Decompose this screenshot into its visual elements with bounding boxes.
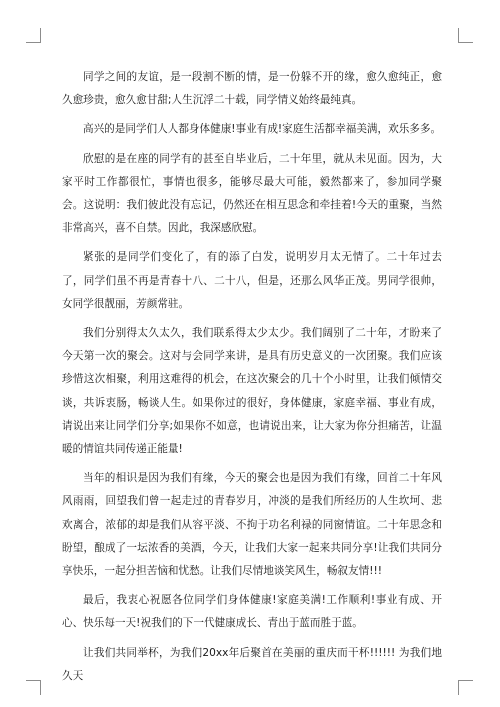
paragraph-fate: 当年的相识是因为我们有缘，今天的聚会也是因为我们有缘，回首二十年风风雨雨，回望我们曾一起走过的青春岁月，冲淡的是我们所经历的人生坎坷、悲欢离合，浓郁的却是我们从容平淡、不拘于功名利禄的同窗情谊。二十年思念和盼望，酿成了一坛浓香的美酒，今天，让我们大家一起来共同分享!让我们共同分享快乐，一起分担苦恼和忧愁。让我们尽情地谈笑风生，畅叙友情!!! <box>62 472 442 578</box>
paragraph-long-separation: 我们分别得太久太久，我们联系得太少太少。我们阔别了二十年，才盼来了今天第一次的聚会。这对与会同学来讲，是具有历史意义的一次团聚。我们应该珍惜这次相聚，利用这难得的机会，在这次聚会的几十个小时里，让我们倾情交谈，共诉衷肠，畅谈人生。如果你过的很好，身体健康，家庭幸福、事业有成，请说出来让同学们分享;如果你不如意，也请说出来，让大家为你分担痛苦，让温暖的情谊共同传递正能量! <box>62 327 442 456</box>
paragraph-toast: 让我们共同举杯，为我们20xx年后聚首在美丽的重庆而干杯!!!!!! 为我们地久天 <box>62 646 442 682</box>
paragraph-friendship: 同学之间的友谊，是一段割不断的情，是一份躲不开的缘，愈久愈纯正，愈久愈珍贵，愈久愈甘甜;人生沉浮二十载，同学情义始终最纯真。 <box>62 71 442 107</box>
crop-mark-top-left <box>26 28 41 43</box>
crop-mark-bottom-left <box>26 680 41 695</box>
paragraph-happy: 高兴的是同学们人人都身体健康!事业有成!家庭生活都幸福美满，欢乐多多。 <box>83 123 442 136</box>
paragraph-blessing: 最后，我衷心祝愿各位同学们身体健康!家庭美满!工作顺利!事业有成、开心、快乐每一天!祝我们的下一代健康成长、青出于蓝而胜于蓝。 <box>62 594 442 630</box>
crop-mark-top-right <box>458 28 473 43</box>
crop-mark-bottom-right <box>458 680 473 695</box>
document-body <box>62 66 442 694</box>
paragraph-gratified: 欣慰的是在座的同学有的甚至自毕业后，二十年里，就从未见面。因为，大家平时工作都很忙，事情也很多，能够尽最大可能，毅然都来了，参加同学聚会。这说明：我们彼此没有忘记，仍然还在相互思念和牵挂着!今天的重聚，当然非常高兴，喜不自禁。因此，我深感欣慰。 <box>62 152 442 235</box>
paragraph-nervous: 紧张的是同学们变化了，有的添了白发，说明岁月太无情了。二十年过去了，同学们虽不再是青春十八、二十八，但是，还那么风华正茂。男同学很帅，女同学很靓丽，芳颜常驻。 <box>62 251 442 310</box>
